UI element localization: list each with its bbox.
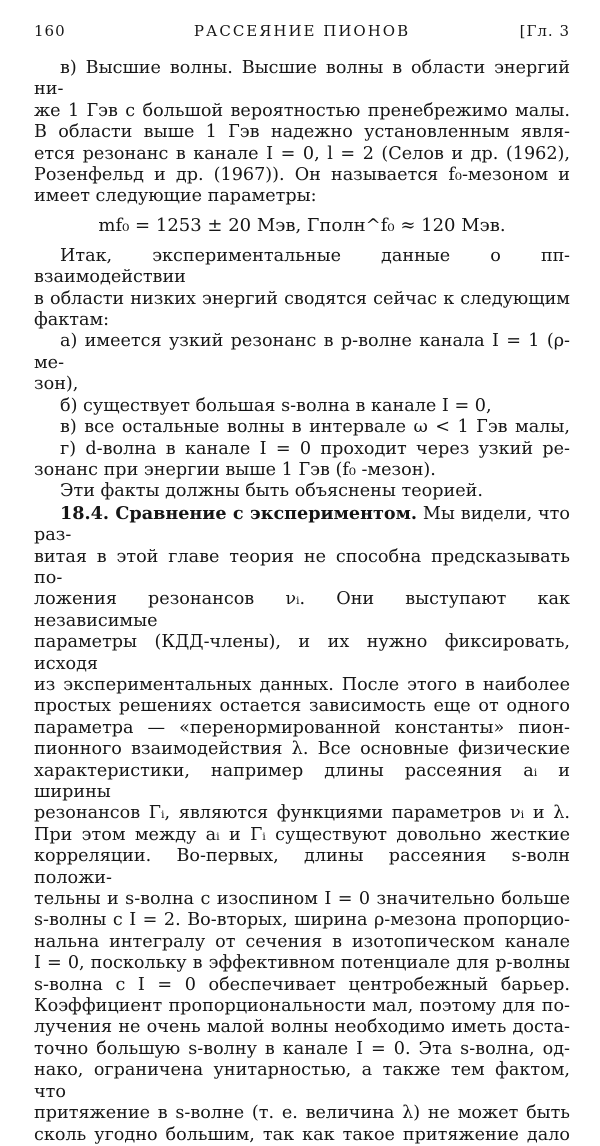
- display-formula: mf₀ = 1253 ± 20 Мэв, Γполн^f₀ ≈ 120 Мэв.: [98, 214, 506, 236]
- text-line: точно большую s-волну в канале I = 0. Эта s-волна, од-: [34, 1038, 570, 1059]
- text-line: s-волна с I = 0 обеспечивает центробежный барьер.: [34, 974, 570, 995]
- running-header: [34, 22, 570, 46]
- facts-list: [34, 331, 570, 481]
- list-item: г) d-волна в канале I = 0 проходит через узкий ре-: [60, 438, 570, 459]
- text-line: В области выше 1 Гэв надежно установленным явля-: [34, 122, 570, 143]
- list-item: в) все остальные волны в интервале ω < 1 Гэв малы,: [60, 417, 570, 438]
- list-item: б) существует большая s-волна в канале I = 0,: [60, 395, 492, 416]
- paragraph-higher-waves: [34, 58, 570, 208]
- text-line: пионного взаимодействия λ. Все основные физические: [34, 739, 570, 760]
- text-line: тельны и s-волна с изоспином I = 0 значительно больше: [34, 889, 570, 910]
- text-line: характеристики, например длины рассеяния aᵢ и ширины: [34, 760, 570, 802]
- chapter-marker: [Гл. 3: [519, 22, 570, 40]
- text-line: При этом между aᵢ и Γᵢ существуют довольно жесткие: [34, 824, 570, 845]
- text-line: простых решениях остается зависимость еще от одного: [34, 696, 570, 717]
- text-line: нальна интегралу от сечения в изотопическом канале: [34, 931, 570, 952]
- text-line: Розенфельд и др. (1967)). Он называется f₀-мезоном и: [34, 165, 570, 186]
- list-item-cont: зон),: [34, 374, 79, 395]
- text-line: сколь угодно большим, так как такое притяжение дало: [34, 1124, 570, 1145]
- text-line: из экспериментальных данных. После этого в наиболее: [34, 674, 570, 695]
- text-line: же 1 Гэв с большой вероятностью пренебрежимо малы.: [34, 100, 570, 121]
- text-line: витая в этой главе теория не способна предсказывать по-: [34, 546, 570, 588]
- running-title: РАССЕЯНИЕ ПИОНОВ: [193, 22, 411, 40]
- section-first-line-rest: Мы видели, что раз-: [34, 503, 571, 546]
- section-heading: 18.4. Сравнение с экспериментом.: [60, 502, 418, 524]
- text-line: в области низких энергий сводятся сейчас к следующим: [34, 288, 570, 309]
- section-first-line: [34, 503, 570, 547]
- text-line: I = 0, поскольку в эффективном потенциале для p-волны: [34, 953, 570, 974]
- text-line: s-волны с I = 2. Во-вторых, ширина ρ-мезона пропорцио-: [34, 910, 570, 931]
- text-line: параметра — «перенормированной константы» пион-: [34, 717, 570, 738]
- text-line: лучения не очень малой волны необходимо иметь доста-: [34, 1017, 570, 1038]
- text-line: ложения резонансов νᵢ. Они выступают как независимые: [34, 589, 570, 631]
- text-line: фактам:: [34, 310, 110, 331]
- text-line: имеет следующие параметры:: [34, 186, 317, 207]
- section-18-4: [34, 503, 570, 1146]
- page-body: [34, 58, 570, 1146]
- paragraph-conclusion: Эти факты должны быть объяснены теорией.: [60, 481, 483, 502]
- text-line: Итак, экспериментальные данные о ππ-взаимодействии: [34, 245, 570, 288]
- paragraph-summary: [34, 246, 570, 332]
- text-line: корреляции. Во-первых, длины рассеяния s-волн положи-: [34, 846, 570, 888]
- text-line: нако, ограничена унитарностью, а также тем фактом, что: [34, 1060, 570, 1102]
- list-item-cont: зонанс при энергии выше 1 Гэв (f₀ -мезон).: [34, 459, 436, 480]
- text-line: в) Высшие волны. Высшие волны в области энергий ни-: [34, 58, 570, 100]
- list-item: а) имеется узкий резонанс в p-волне канала I = 1 (ρ-ме-: [34, 331, 570, 373]
- text-line: ется резонанс в канале I = 0, l = 2 (Селов и др. (1962),: [34, 143, 570, 164]
- text-line: параметры (КДД-члены), и их нужно фиксировать, исходя: [34, 632, 570, 674]
- text-line: притяжение в s-волне (т. е. величина λ) не может быть: [34, 1103, 570, 1124]
- page-number: 160: [34, 22, 66, 40]
- text-line: Коэффициент пропорциональности мал, поэтому для по-: [34, 996, 570, 1017]
- text-line: резонансов Γᵢ, являются функциями параметров νᵢ и λ.: [34, 803, 570, 824]
